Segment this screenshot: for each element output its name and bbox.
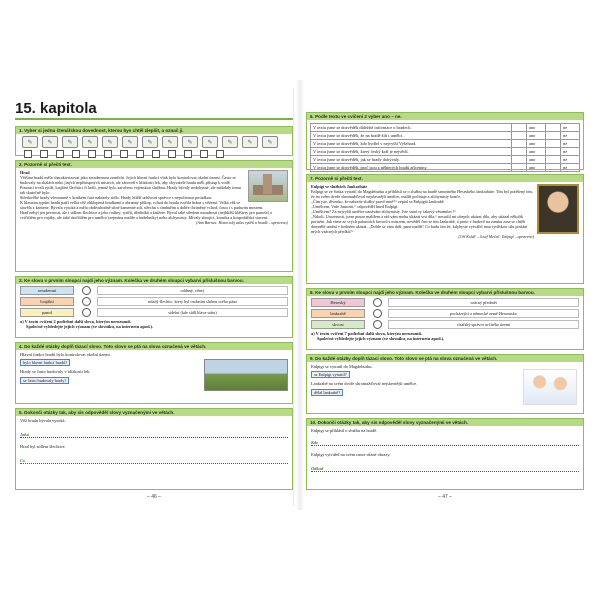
color-circle[interactable]: [82, 308, 91, 317]
answer-label: Co: [20, 458, 26, 464]
color-circle[interactable]: [373, 320, 382, 329]
question-fill[interactable]: se Enlpigi vytratil?: [311, 371, 350, 378]
exercise-4: [15, 342, 293, 404]
statement: V textu jsme se dozvěděli, proč jsou z některých hradů zříceniny.: [311, 164, 512, 172]
no-checkbox[interactable]: [546, 148, 561, 156]
yes-checkbox[interactable]: [512, 164, 527, 172]
text-paragraph: Většina hradů měla charakterizovat jako serademnou zeměchi. Jejich hlavní funkcí však bylo kontrolovat okolní území. Často se budovaly na skalách nebo jiných nepřístupných místech, ale zároveň v blízkosti řek, aby obyvatelé hradu měli přístup k vodě. Poutníci trvalí rytíři, loajální šlechtici či králi, jemuž bylo zaručeno vojenskou službou. Hrady bývaly nedobytné, ale málokdy tomu tak skutečně bylo.: [20, 175, 241, 195]
exercise-7: [306, 174, 584, 284]
exercise-2-title: 2. Pozorně si přečti text.: [16, 161, 292, 168]
chapter-title: 15. kapitola: [15, 100, 97, 117]
match-row: [311, 309, 579, 318]
sentence: Hrad byl sídlem šlechtice.: [20, 444, 66, 450]
text-paragraph: Středověké hrady všestranně v krátkém čase nabízely sídlo. Hrady bližší udržovat správce s nepočetnou posádkou.: [20, 195, 213, 200]
skill-icon: ✎: [142, 136, 158, 148]
no-label: ne: [561, 140, 580, 148]
skill-icon: ✎: [82, 136, 98, 148]
yes-checkbox[interactable]: [512, 124, 527, 132]
text-heading: Enlpigi ve službách Jankrabáte: [311, 184, 368, 189]
skill-checkbox[interactable]: [24, 150, 32, 158]
color-circle[interactable]: [82, 297, 91, 306]
exercise-4-title: 4. Do každé otázky doplň tázací slovo. Toto slovo se ptá na slova označená ve větách.: [16, 343, 292, 350]
answer-line[interactable]: [311, 439, 579, 446]
question-fill[interactable]: se často budovaly hrady?: [20, 377, 69, 384]
exercise-1: [15, 126, 293, 156]
task-a-note: Společně vyhledejte jejich význam (ve slovníku, na internetu apod.).: [26, 324, 154, 330]
statement: V textu jsme se dozvěděli, že na hradě žili i umělci.: [311, 132, 512, 140]
skill-icon: ✎: [162, 136, 178, 148]
sentence: Hlavní funkcí hradů bylo kontrolovat okolní území.: [20, 352, 111, 357]
text-paragraph: Enlpigi se ze Saska vytratil do Magdeburku a přihlásil se o službu na hradě samotného Heseského lankrabáte. Tím byl potěšený tím, že na svém dvoře shromažďoval nejslavnější umělce, malíři počínaje a alchymisty konče.: [311, 189, 533, 199]
match-definition: císařský správce určitého území: [388, 320, 579, 329]
exercise-9: [306, 354, 584, 414]
match-row: [20, 297, 288, 306]
yes-label: ano: [527, 148, 546, 156]
page-left: [15, 88, 293, 506]
landscape-illustration: [204, 359, 288, 391]
text-heading: Hrad: [20, 170, 30, 175]
skill-checkbox[interactable]: [216, 150, 224, 158]
text-paragraph: Hrad nebyl jen pevností, ale i sídlem šlechtice a jeho rodiny; rytířů, úředníků a knížete. Býval také středem moudrosti (nejbližší kláštery pro panoše) a cvičištěm pro vojáky, ale také útočištěm pro umělce (zejména malíře a hudebníky) nebo alchymisty. Mívaly zbrojíci, kronika a hospodářská stavení.: [20, 210, 272, 220]
answer-line[interactable]: [311, 465, 579, 472]
yes-label: ano: [527, 124, 546, 132]
answer-line[interactable]: [20, 457, 288, 464]
exercise-1-title: 1. Vyber si jednu čtenářskou dovednost, kterou bys chtěl zlepšit, a označ ji.: [16, 127, 292, 134]
skill-icon: ✎: [202, 136, 218, 148]
no-label: ne: [561, 132, 580, 140]
yes-label: ano: [527, 140, 546, 148]
skill-checkbox[interactable]: [200, 150, 208, 158]
skill-icons: [16, 134, 292, 148]
exercise-5-title: 5. Dokonči otázky tak, aby sis odpověděl slovy vyznačenými ve větách.: [16, 409, 292, 416]
match-definition: oddaný, věrný: [97, 286, 288, 295]
match-row: [311, 298, 579, 307]
exercise-8: [306, 288, 584, 350]
scholars-illustration: [523, 369, 577, 405]
skill-checkbox[interactable]: [104, 150, 112, 158]
skill-icon: ✎: [102, 136, 118, 148]
sentence: Enlpigi se vytratil do Magdeburku.: [311, 364, 373, 369]
exercise-2: [15, 160, 293, 272]
yes-no-row: [311, 148, 580, 156]
yes-no-row: [311, 156, 580, 164]
match-word: skvost: [311, 320, 365, 329]
yes-no-row: [311, 124, 580, 132]
no-label: ne: [561, 156, 580, 164]
task-a-note: Společně vyhledejte jejich význam (ve slovníku, na internetu apod.).: [317, 336, 445, 342]
yes-label: ano: [527, 156, 546, 164]
exercise-5: [15, 408, 293, 490]
match-word: panoš: [20, 308, 74, 317]
sentence: Lankrabě na svém dvoře shromažďoval nejslavnější umělce.: [311, 381, 418, 387]
skill-icon: ✎: [62, 136, 78, 148]
match-row: [311, 320, 579, 329]
statement: V textu jsme se dozvěděli, který český král je největší.: [311, 148, 512, 156]
statement: V textu jsme se dozvěděli důležité informace o hradech.: [311, 124, 512, 132]
sentence: Enlpigi vytvářel na svém rance různé obrazy.: [311, 452, 391, 458]
statement: V textu jsme se dozvěděli, jak se hrady dobývaly.: [311, 156, 512, 164]
yes-no-row: [311, 132, 580, 140]
match-word: Heseský: [311, 298, 365, 307]
match-definition: mladý šlechtic, který byl osobním sluhou svého pána: [97, 297, 288, 306]
answer-label: Jaká: [20, 432, 29, 437]
match-definition: sídelní (kde sídlí hlava státu): [97, 308, 288, 317]
task-a: a) V textu cvičení 2 podtrhni další slova, kterým nerozumíš.: [20, 319, 132, 324]
exercise-3: [15, 276, 293, 338]
text-paragraph: „Čím jste, dívenko, že nabízíte služby pravě mně?“ zeptal se Enlpigiá Jankrabě.: [311, 199, 445, 204]
skill-icon: ✎: [22, 136, 38, 148]
book-gutter: [296, 80, 304, 510]
answer-label: Kde: [311, 440, 319, 445]
task-a: a) V textu cvičení 7 podtrhni další slova, kterým nerozumíš.: [311, 331, 423, 336]
citation: (Ann Barnes: Historický atlas rytířů a hradů – upraveno): [196, 220, 288, 225]
no-label: ne: [561, 148, 580, 156]
answer-label: Odkud: [311, 466, 324, 472]
skill-checkbox[interactable]: [168, 150, 176, 158]
answer-line[interactable]: [20, 431, 288, 438]
page-number: – 47 –: [438, 494, 452, 500]
no-checkbox[interactable]: [546, 156, 561, 164]
citation: (Jiří Kolář – Josef Mečač: Enlpigí – upraveno): [458, 234, 534, 239]
yes-no-table: [310, 123, 580, 172]
exercise-10: [306, 418, 584, 490]
skill-checkbox[interactable]: [136, 150, 144, 158]
skill-checkbox[interactable]: [88, 150, 96, 158]
no-checkbox[interactable]: [546, 140, 561, 148]
exercise-9-title: 9. Do každé otázky doplň tázací slovo. Toto slovo se ptá na slova označená ve větách.: [307, 355, 583, 362]
color-circle[interactable]: [373, 309, 382, 318]
no-checkbox[interactable]: [546, 124, 561, 132]
question-fill[interactable]: bylo hlavní funkcí hradů?: [20, 359, 70, 366]
skill-checkbox[interactable]: [184, 150, 192, 158]
yes-checkbox[interactable]: [512, 132, 527, 140]
portrait-illustration: [537, 184, 579, 234]
no-label: ne: [561, 164, 580, 172]
color-circle[interactable]: [82, 286, 91, 295]
sentence: Enlpigi se přihlásil o službu na hradě.: [311, 428, 378, 433]
sentence: Věž hradu bývala vysoká.: [20, 418, 66, 423]
skill-checkbox[interactable]: [56, 150, 64, 158]
no-checkbox[interactable]: [546, 132, 561, 140]
match-word: serademní: [20, 286, 74, 295]
exercise-8-title: 8. Ke slovu v prvním sloupci najdi jeho význam. Kolečka ve druhém sloupci vybarvi příslušnou barvou.: [307, 289, 583, 296]
exercise-6-title: 6. Podle textu ve cvičení 2 vyber ano – ne.: [307, 113, 583, 120]
exercise-7-title: 7. Pozorně si přečti text.: [307, 175, 583, 182]
page-right: [306, 88, 584, 506]
skill-icon: ✎: [122, 136, 138, 148]
match-definition: vzácný předmět: [388, 298, 579, 307]
no-checkbox[interactable]: [546, 164, 561, 172]
skill-checkbox[interactable]: [152, 150, 160, 158]
skill-checkbox[interactable]: [40, 150, 48, 158]
match-row: [20, 308, 288, 317]
text-paragraph: „Umělcem, Vaše Jasnosti,“ odpověděl hned Enlpigí.: [311, 204, 399, 209]
skill-icon: ✎: [42, 136, 58, 148]
color-circle[interactable]: [373, 298, 382, 307]
no-label: ne: [561, 124, 580, 132]
page-number: – 46 –: [147, 494, 161, 500]
yes-checkbox[interactable]: [512, 140, 527, 148]
match-row: [20, 286, 288, 295]
text-paragraph: „Nikoli, Urozenosti, jsem pouze malířem a rád vám mohu ukázat svá díla,“ nestačil mi obepilc ukázat dílo, aby ukázal několik portrétu. Jak víme ze svých pokutních hovorů s mistrem, nevěděl čím se tím Jankrabě, a proto v budově na zamku zase se chtěli domnělé umění v hodném ukázat. „Dobře se vám daří, pane malíři! Co budu tím že, kdybyste vytvářel mou rytířskou sílu poslání mých vzácných předků?“: [311, 214, 528, 234]
skill-checkboxes: [16, 148, 292, 160]
skill-checkbox[interactable]: [120, 150, 128, 158]
yes-no-row: [311, 140, 580, 148]
match-word: lankrabě: [311, 309, 365, 318]
sentence: Hrady se často budovaly v blízkosti řek.: [20, 369, 91, 375]
match-word: loajální: [20, 297, 74, 306]
skill-icon: ✎: [182, 136, 198, 148]
yes-label: ano: [527, 132, 546, 140]
text-paragraph: K hlavním typům hradů patří velká věž obklopená hradbami a obranný příkop, vchod do hradu tvořila brána s věžemi. Velká věž se stavěla z kamene. Bývala vysoká a měla obdivuhodně silné kamenné zdi, střechu s cimbuřím a dobře chráněný vchod, často i s padacím mostem.: [20, 200, 264, 210]
yes-checkbox[interactable]: [512, 156, 527, 164]
skill-checkbox[interactable]: [72, 150, 80, 158]
chapter-rule: [15, 118, 293, 120]
exercise-3-title: 3. Ke slovu v prvním sloupci najdi jeho význam. Kolečka ve druhém sloupci vybarvi příslušnou barvou.: [16, 277, 292, 284]
skill-icon: ✎: [242, 136, 258, 148]
castle-illustration: [248, 170, 288, 202]
match-definition: pocházející z německé země Hessensko: [388, 309, 579, 318]
yes-no-row: [311, 164, 580, 172]
exercise-6: [306, 112, 584, 170]
skill-icon: ✎: [262, 136, 278, 148]
yes-label: ano: [527, 164, 546, 172]
statement: V textu jsme se dozvěděli, kdo bydlel v nejvyšší Vyšehrad.: [311, 140, 512, 148]
text-paragraph: „Umělcem? Za nejvyšší umělce uznávám alchymisty. Jste snad vy takový věsamítec?“: [311, 209, 456, 214]
skill-icon: ✎: [222, 136, 238, 148]
yes-checkbox[interactable]: [512, 148, 527, 156]
question-fill[interactable]: dělal lankrabě?: [311, 389, 343, 396]
exercise-10-title: 10. Dokonči otázky tak, aby sis odpověděl slovy vyznačenými ve větách.: [307, 419, 583, 426]
